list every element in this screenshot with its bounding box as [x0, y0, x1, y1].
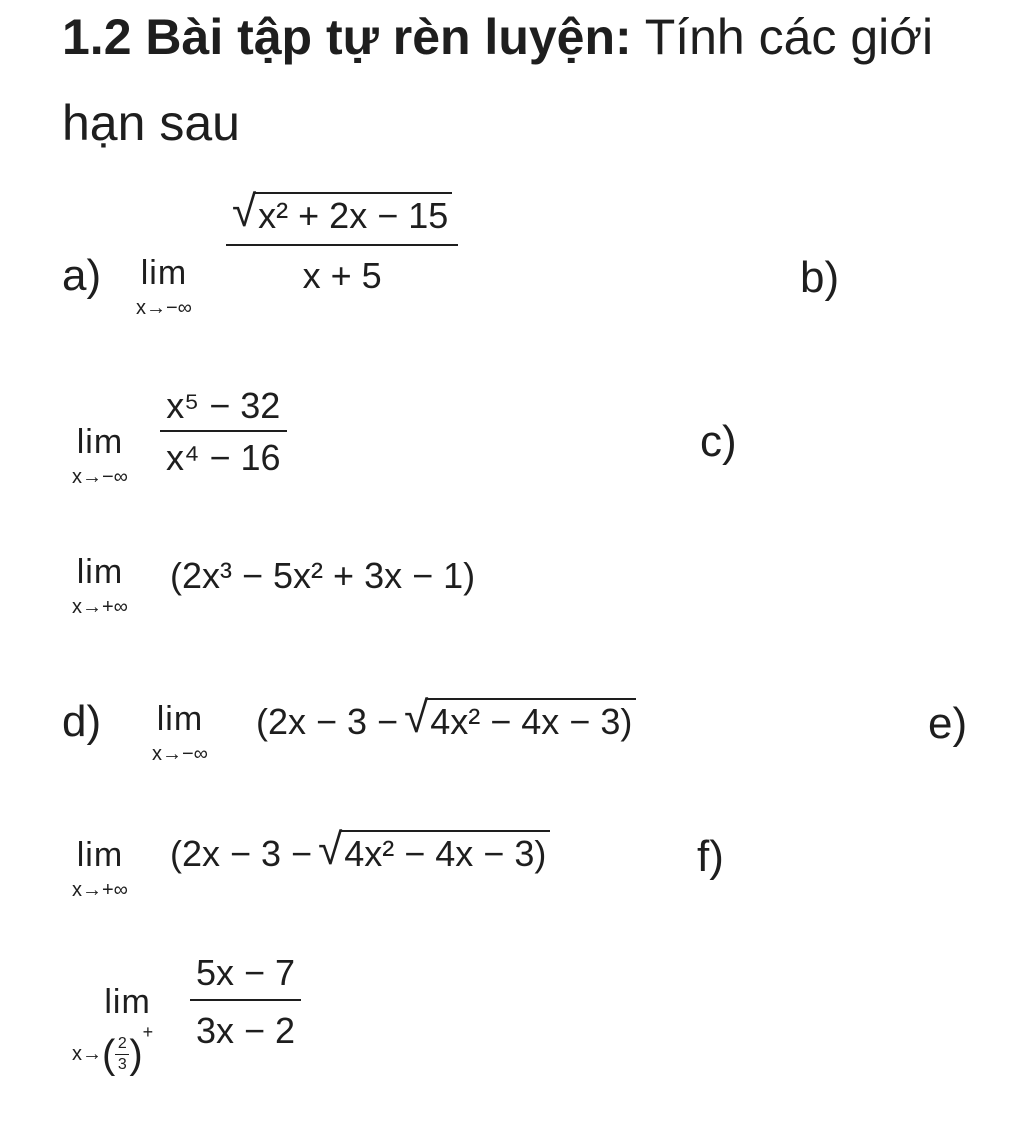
sub-frac-num: 2	[117, 1035, 127, 1053]
frac-a-num	[226, 187, 458, 236]
sqrt-icon: √	[318, 825, 343, 874]
expr-e	[170, 825, 550, 874]
lim-sub-f	[72, 1023, 153, 1075]
expr-d-left: (2x − 3 −	[256, 701, 399, 742]
radicand-a: x² + 2x − 15	[254, 192, 452, 234]
lim-sub-c: x→+∞	[72, 596, 128, 618]
radicand-d: 4x² − 4x − 3)	[426, 698, 636, 740]
paren-close: )	[129, 1032, 143, 1077]
sub-sup: +	[142, 1022, 154, 1042]
heading-rest: Tính các giới	[644, 9, 934, 65]
sub-frac	[115, 1036, 129, 1073]
heading-bold: 1.2 Bài tập tự rèn luyện:	[62, 9, 632, 65]
label-a: a)	[62, 251, 102, 300]
frac-b-den: x⁴ − 16	[166, 437, 281, 478]
lim-b	[72, 425, 128, 487]
sqrt-e	[318, 825, 550, 874]
frac-a-den: x + 5	[302, 255, 382, 296]
lim-f	[72, 985, 153, 1075]
label-b: b)	[800, 253, 840, 302]
expr-c: (2x³ − 5x² + 3x − 1)	[170, 555, 476, 596]
lim-word: lim	[76, 423, 124, 461]
sqrt-a	[232, 187, 452, 236]
heading-line-1	[62, 9, 934, 65]
expr-e-left: (2x − 3 −	[170, 833, 313, 874]
radicand-e: 4x² − 4x − 3)	[340, 830, 550, 872]
lim-sub-d: x→−∞	[152, 743, 208, 765]
frac-f-bar	[190, 999, 301, 1001]
lim-d	[152, 702, 208, 764]
label-f: f)	[697, 832, 724, 881]
lim-word: lim	[76, 553, 124, 591]
lim-a	[136, 256, 192, 318]
sub-frac-den: 3	[117, 1056, 127, 1074]
lim-word: lim	[104, 983, 151, 1021]
label-d: d)	[62, 697, 102, 746]
heading-line-2: hạn sau	[62, 95, 240, 151]
lim-word: lim	[140, 254, 188, 292]
lim-sub-b: x→−∞	[72, 466, 128, 488]
sqrt-icon: √	[232, 187, 257, 236]
sqrt-d	[404, 693, 636, 742]
frac-b	[160, 385, 287, 478]
label-e: e)	[928, 699, 968, 748]
frac-f-den: 3x − 2	[196, 1010, 296, 1051]
expr-d	[256, 693, 636, 742]
lim-word: lim	[76, 836, 124, 874]
sub-frac-bar	[115, 1054, 129, 1055]
label-c: c)	[700, 417, 737, 466]
lim-sub-e: x→+∞	[72, 879, 128, 901]
paren-open: (	[102, 1032, 116, 1077]
frac-a	[226, 187, 458, 296]
frac-f	[190, 952, 301, 1051]
frac-f-num: 5x − 7	[196, 952, 296, 993]
lim-word: lim	[156, 700, 204, 738]
lim-e	[72, 838, 128, 900]
sqrt-icon: √	[404, 693, 429, 742]
frac-b-num: x⁵ − 32	[166, 385, 281, 426]
lim-sub-f-left: x→	[72, 1043, 102, 1065]
frac-a-bar	[226, 244, 458, 246]
lim-sub-a: x→−∞	[136, 297, 192, 319]
frac-b-bar	[160, 430, 287, 432]
lim-c	[72, 555, 128, 617]
